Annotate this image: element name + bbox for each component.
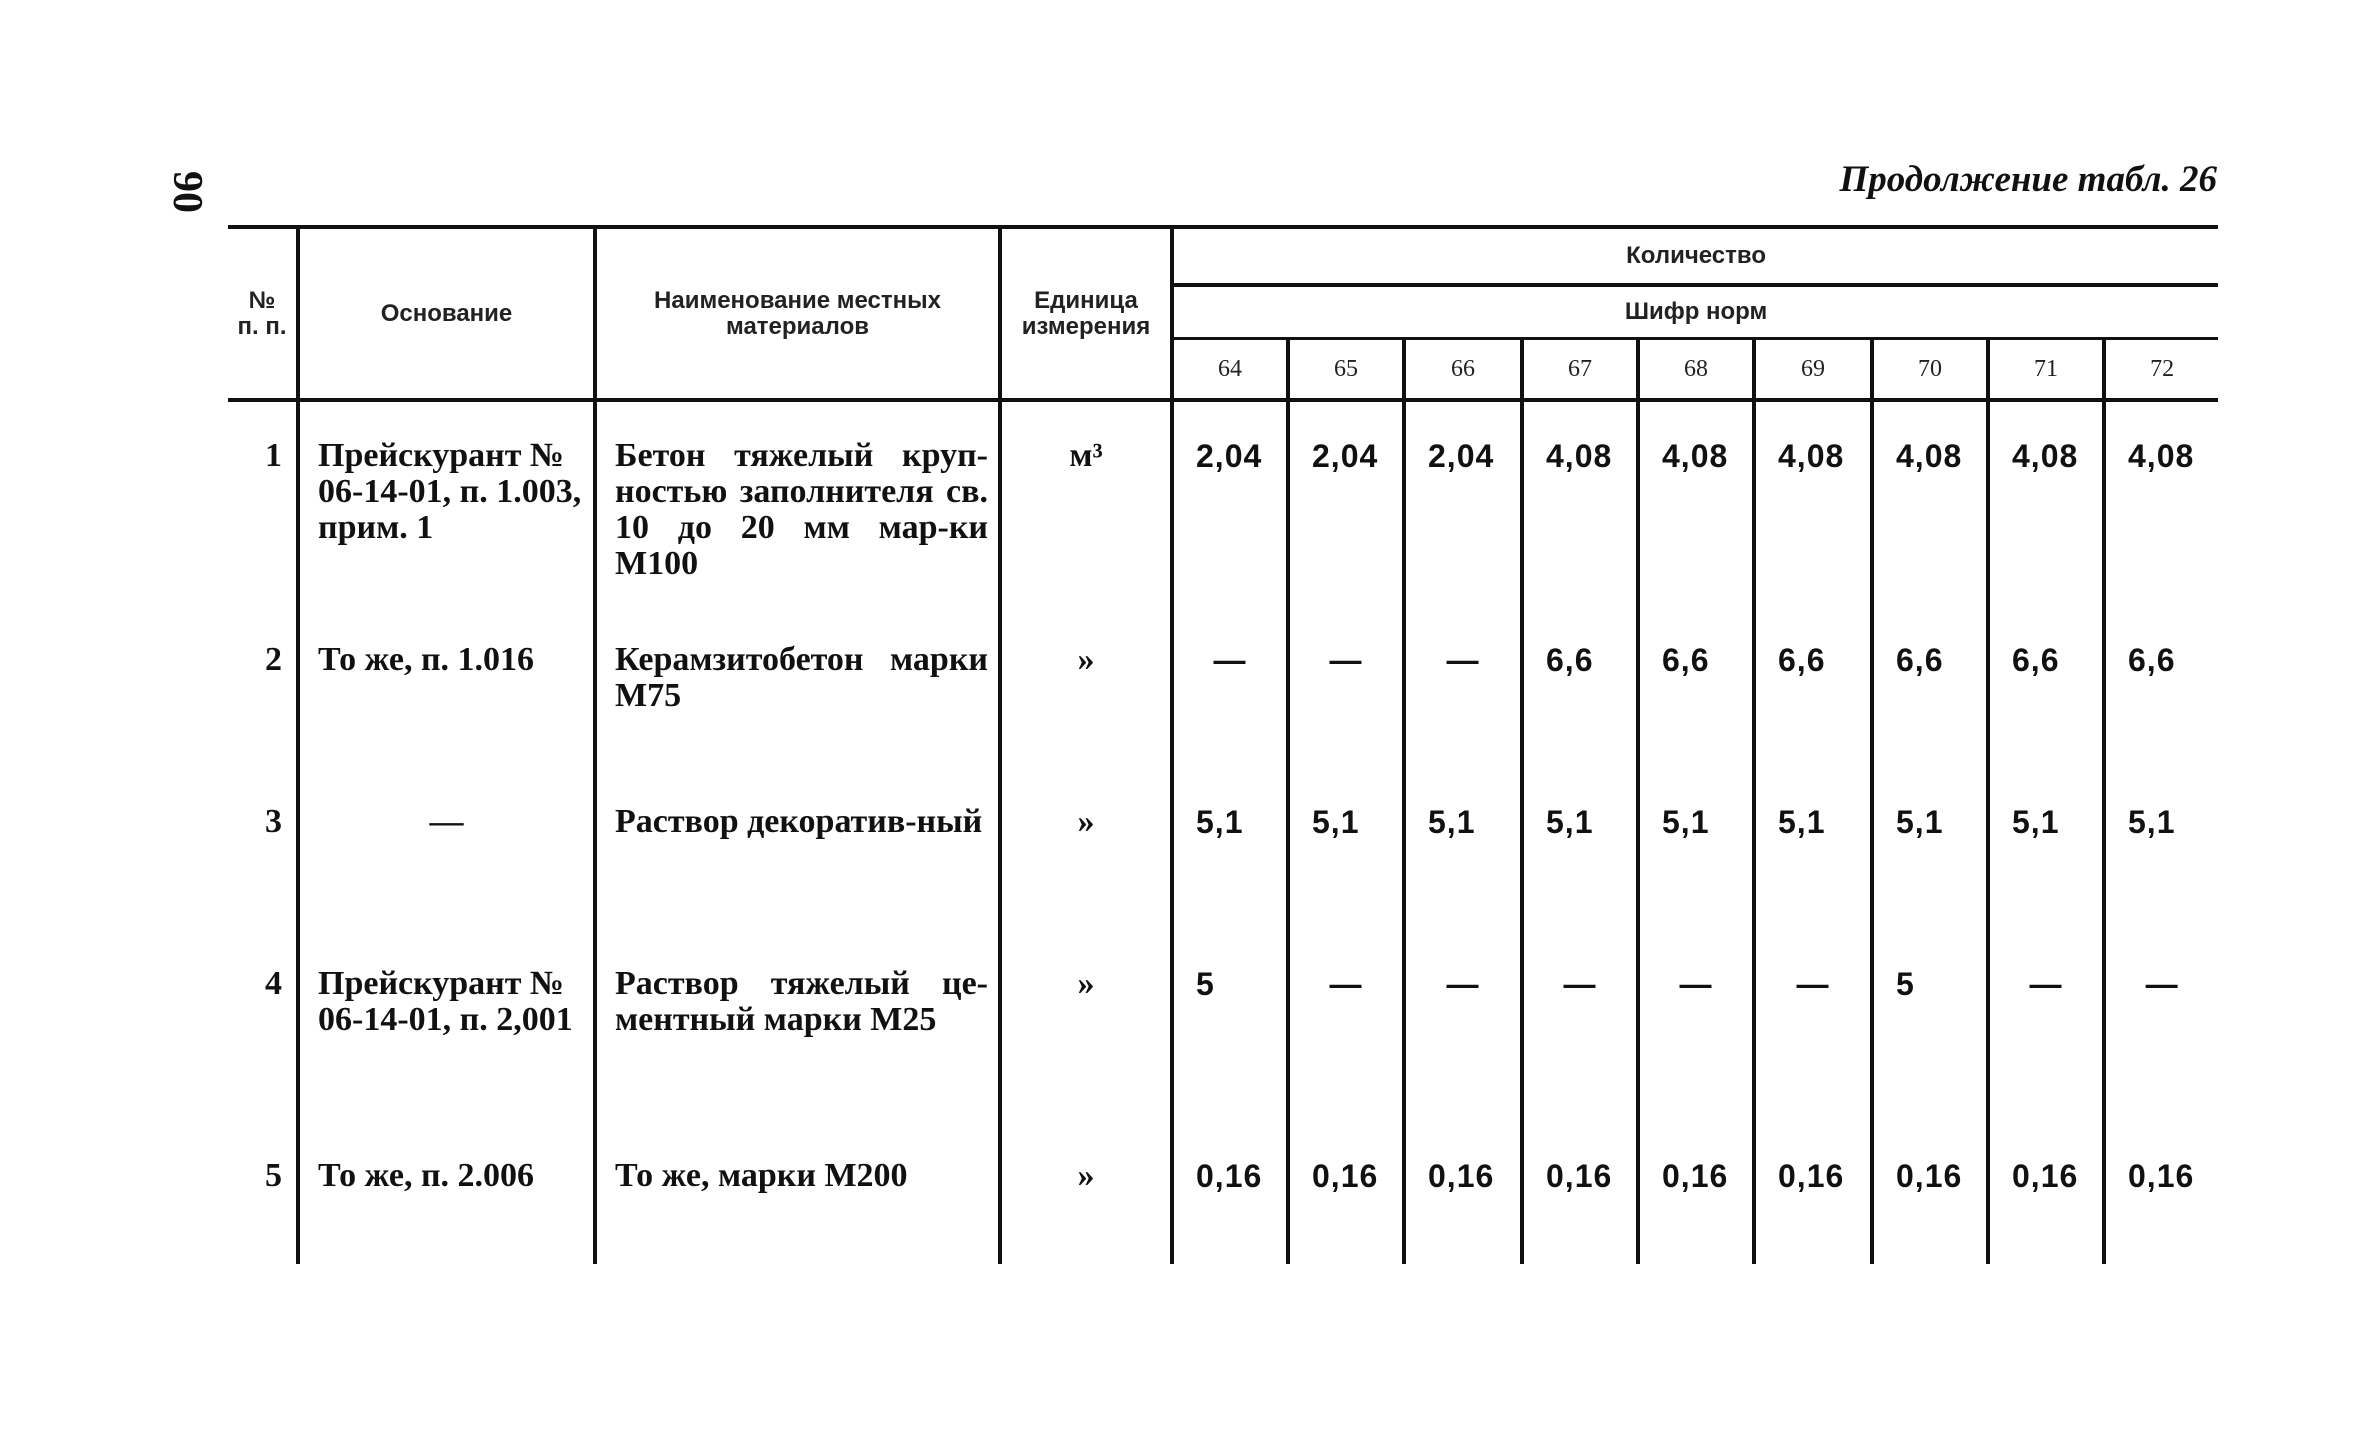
header-code-66: 66 <box>1404 339 1522 401</box>
row-value-65: — <box>1288 604 1404 766</box>
row-basis: То же, п. 2.006 <box>298 1120 595 1264</box>
header-quantity: Количество <box>1172 227 2218 285</box>
row-value-68: 5,1 <box>1638 766 1754 928</box>
row-value-72: — <box>2104 928 2218 1120</box>
row-value-71: 4,08 <box>1988 400 2104 604</box>
row-value-64: 0,16 <box>1172 1120 1288 1264</box>
row-value-66: — <box>1404 604 1522 766</box>
row-material: То же, марки М200 <box>595 1120 1000 1264</box>
row-basis: Прейскурант № 06-14-01, п. 1.003, прим. 1 <box>298 400 595 604</box>
header-unit: Единица измерения <box>1000 227 1172 400</box>
header-material: Наименование местных материалов <box>595 227 1000 400</box>
row-value-65: — <box>1288 928 1404 1120</box>
row-basis: То же, п. 1.016 <box>298 604 595 766</box>
row-value-67: 4,08 <box>1522 400 1638 604</box>
header-code-69: 69 <box>1754 339 1872 401</box>
table-row <box>228 604 2218 766</box>
header-code-70: 70 <box>1872 339 1988 401</box>
row-value-66: 5,1 <box>1404 766 1522 928</box>
row-value-70: 6,6 <box>1872 604 1988 766</box>
row-value-65: 5,1 <box>1288 766 1404 928</box>
row-value-72: 6,6 <box>2104 604 2218 766</box>
row-value-67: — <box>1522 928 1638 1120</box>
table-row <box>228 766 2218 928</box>
header-code-68: 68 <box>1638 339 1754 401</box>
row-value-66: — <box>1404 928 1522 1120</box>
row-material: Раствор декоратив-ный <box>595 766 1000 928</box>
row-value-64: 5,1 <box>1172 766 1288 928</box>
row-value-69: 0,16 <box>1754 1120 1872 1264</box>
row-value-69: 5,1 <box>1754 766 1872 928</box>
row-value-71: 6,6 <box>1988 604 2104 766</box>
row-value-68: 6,6 <box>1638 604 1754 766</box>
header-code-64: 64 <box>1172 339 1288 401</box>
row-material: Бетон тяжелый круп-ностью заполнителя св. 10 до 20 мм мар-ки М100 <box>595 400 1000 604</box>
row-unit: » <box>1000 604 1172 766</box>
row-number: 5 <box>265 1157 282 1194</box>
row-number: 4 <box>265 965 282 1002</box>
row-value-64: 2,04 <box>1172 400 1288 604</box>
table-row <box>228 928 2218 1120</box>
row-value-72: 0,16 <box>2104 1120 2218 1264</box>
table-header <box>228 227 2218 400</box>
row-value-68: 0,16 <box>1638 1120 1754 1264</box>
row-value-65: 2,04 <box>1288 400 1404 604</box>
row-unit: » <box>1000 766 1172 928</box>
header-code-65: 65 <box>1288 339 1404 401</box>
row-value-67: 0,16 <box>1522 1120 1638 1264</box>
header-code-72: 72 <box>2104 339 2218 401</box>
table-row <box>228 400 2218 604</box>
row-number: 2 <box>265 641 282 678</box>
continuation-title: Продолжение табл. 26 <box>1839 159 2217 200</box>
row-value-69: — <box>1754 928 1872 1120</box>
row-unit: » <box>1000 1120 1172 1264</box>
table-row <box>228 1120 2218 1264</box>
row-number: 3 <box>265 803 282 840</box>
row-value-72: 4,08 <box>2104 400 2218 604</box>
row-value-64: 5 <box>1172 928 1288 1120</box>
row-value-67: 5,1 <box>1522 766 1638 928</box>
row-unit: м³ <box>1000 400 1172 604</box>
row-value-69: 6,6 <box>1754 604 1872 766</box>
row-value-68: — <box>1638 928 1754 1120</box>
materials-table <box>228 225 2218 1264</box>
page-number: 90 <box>164 171 210 213</box>
row-value-71: 5,1 <box>1988 766 2104 928</box>
row-material: Керамзитобетон марки М75 <box>595 604 1000 766</box>
row-basis: Прейскурант № 06-14-01, п. 2,001 <box>298 928 595 1120</box>
row-value-68: 4,08 <box>1638 400 1754 604</box>
row-value-69: 4,08 <box>1754 400 1872 604</box>
row-number: 1 <box>265 437 282 474</box>
header-code-67: 67 <box>1522 339 1638 401</box>
row-unit: » <box>1000 928 1172 1120</box>
row-material: Раствор тяжелый це-ментный марки М25 <box>595 928 1000 1120</box>
header-basis: Основание <box>298 227 595 400</box>
header-num: № п. п. <box>228 227 298 400</box>
row-basis: — <box>298 766 595 928</box>
materials-table-container <box>228 225 2218 1264</box>
row-value-70: 0,16 <box>1872 1120 1988 1264</box>
row-value-67: 6,6 <box>1522 604 1638 766</box>
row-value-64: — <box>1172 604 1288 766</box>
row-value-70: 5,1 <box>1872 766 1988 928</box>
row-value-72: 5,1 <box>2104 766 2218 928</box>
row-value-71: 0,16 <box>1988 1120 2104 1264</box>
row-value-70: 4,08 <box>1872 400 1988 604</box>
row-value-66: 2,04 <box>1404 400 1522 604</box>
header-cipher: Шифр норм <box>1172 285 2218 339</box>
row-value-71: — <box>1988 928 2104 1120</box>
row-value-66: 0,16 <box>1404 1120 1522 1264</box>
row-value-70: 5 <box>1872 928 1988 1120</box>
table-body <box>228 400 2218 1264</box>
row-value-65: 0,16 <box>1288 1120 1404 1264</box>
header-code-71: 71 <box>1988 339 2104 401</box>
